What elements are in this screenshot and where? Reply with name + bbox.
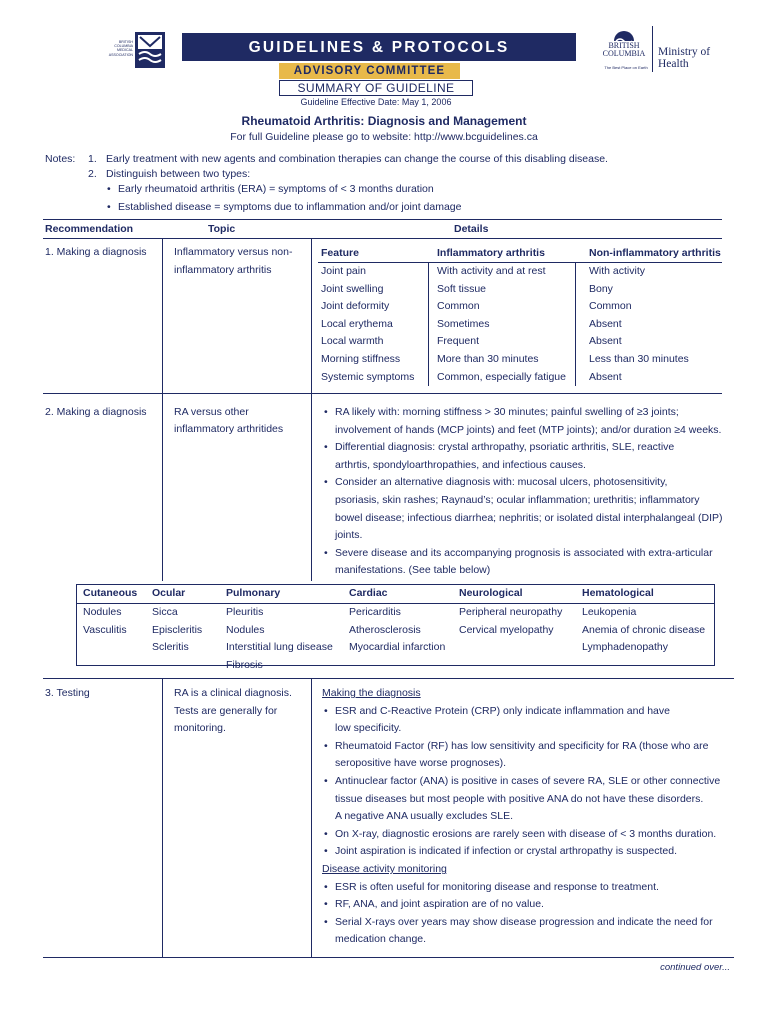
col-divider-2b: [311, 393, 312, 581]
row2-bullet-line: • Severe disease and its accompanying prognosis is associated with extra-articular: [335, 545, 713, 563]
feature-cell: Joint swelling: [321, 282, 384, 295]
feature-col-divider-2: [575, 262, 576, 386]
extra-cell: Fibrosis: [226, 658, 263, 671]
note-2-text: Distinguish between two types:: [106, 168, 251, 180]
bcma-logo: [105, 32, 165, 68]
row3-top-rule: [43, 678, 734, 679]
testing-bullet-line: A negative ANA usually excludes SLE.: [335, 810, 514, 823]
feature-header: Feature: [321, 247, 359, 259]
inflammatory-header: Inflammatory arthritis: [437, 247, 545, 259]
website-reference: For full Guideline please go to website: http://www.bcguidelines.ca: [230, 131, 538, 143]
testing-bullet-line: • Joint aspiration is indicated if infection or crystal arthropathy is suspected.: [335, 843, 677, 861]
row3-topic-line2: Tests are generally for: [174, 705, 278, 717]
extra-header-ocular: Ocular: [152, 587, 186, 599]
extra-cell: Peripheral neuropathy: [459, 606, 563, 618]
extra-cell: Atherosclerosis: [349, 623, 421, 636]
extra-header-cutaneous: Cutaneous: [83, 587, 138, 599]
inflammatory-cell: With activity and at rest: [437, 265, 546, 277]
extra-cell: Pleuritis: [226, 606, 264, 618]
document-title: Rheumatoid Arthritis: Diagnosis and Management: [241, 114, 527, 128]
monitoring-bullet-line: medication change.: [335, 933, 427, 946]
non-inflammatory-cell: Bony: [589, 282, 613, 295]
column-header-details: Details: [454, 223, 489, 235]
non-inflammatory-cell: Absent: [589, 335, 622, 348]
bc-tagline: The Best Place on Earth: [604, 65, 648, 70]
note-1-text: Early treatment with new agents and combination therapies can change the course of this disabling disease.: [106, 153, 608, 165]
col-divider-2a: [311, 238, 312, 393]
bc-wordmark-line1: BRITISH: [608, 41, 640, 50]
ministry-line1: Ministry of: [658, 46, 711, 58]
row1-rule: [43, 393, 722, 394]
testing-bullet-line: tissue diseases but most people with positive ANA do not have these disorders.: [335, 792, 704, 805]
bc-sun-icon: [612, 26, 636, 42]
extra-cell: Lymphadenopathy: [582, 641, 669, 654]
non-inflammatory-cell: With activity: [589, 265, 646, 277]
row2-bullet-line: • Consider an alternative diagnosis with: mucosal ulcers, photosensitivity,: [335, 474, 667, 492]
non-inflammatory-header: Non-inflammatory arthritis: [589, 247, 721, 259]
extra-cell: Myocardial infarction: [349, 641, 446, 654]
monitoring-heading: Disease activity monitoring: [322, 863, 447, 875]
table-top-rule: [43, 219, 722, 220]
row2-bullet-line: manifestations. (See table below): [335, 564, 491, 577]
testing-bullet-line: low specificity.: [335, 722, 402, 735]
ministry-line2: Health: [658, 58, 689, 70]
row2-bullet-line: • RA likely with: morning stiffness > 30 minutes; painful swelling of ≥3 joints;: [335, 404, 679, 422]
extra-cell: Episcleritis: [152, 623, 203, 636]
row2-bullet-line: psoriasis, skin rashes; Raynaud’s; ocular inflammation; urethritis; inflammatory: [335, 494, 700, 506]
extra-cell: Nodules: [226, 623, 265, 636]
extra-table-bottom-rule: [76, 665, 715, 666]
feature-cell: Joint pain: [321, 265, 366, 277]
testing-bullet-line: seropositive have worse prognoses).: [335, 757, 507, 770]
monitoring-bullet-line: • RF, ANA, and joint aspiration are of no value.: [335, 896, 544, 914]
extra-table-right-border: [714, 584, 715, 666]
feature-cell: Joint deformity: [321, 300, 390, 313]
bcma-logo-text: BRITISH COLUMBIA MEDICAL ASSOCIATION: [108, 40, 133, 57]
extra-cell: Anemia of chronic disease: [582, 623, 706, 636]
row3-recommendation: 3. Testing: [45, 687, 90, 699]
monitoring-bullet-line: • Serial X-rays over years may show disease progression and indicate the need for: [335, 914, 713, 932]
extra-cell: Cervical myelopathy: [459, 623, 554, 636]
inflammatory-cell: Sometimes: [437, 317, 490, 330]
feature-cell: Local warmth: [321, 335, 384, 348]
column-header-recommendation: Recommendation: [45, 223, 134, 235]
note-1-number: 1.: [88, 153, 97, 165]
row2-recommendation: 2. Making a diagnosis: [45, 406, 147, 418]
advisory-committee-label: ADVISORY COMMITTEE: [279, 63, 460, 79]
inflammatory-cell: Common, especially fatigue: [437, 370, 566, 383]
extra-cell: Nodules: [83, 606, 122, 618]
guidelines-banner: GUIDELINES & PROTOCOLS: [182, 33, 576, 61]
summary-of-guideline-box: SUMMARY OF GUIDELINE: [279, 80, 473, 96]
row2-bullet-line: involvement of hands (MCP joints) and feet (MTP joints); and/or duration ≥4 weeks.: [335, 423, 722, 436]
inflammatory-cell: Common: [437, 300, 480, 313]
col-divider-1a: [162, 238, 163, 393]
extra-cell: Scleritis: [152, 641, 189, 654]
inflammatory-cell: More than 30 minutes: [437, 353, 539, 365]
testing-bullet-line: • Rheumatoid Factor (RF) has low sensitivity and specificity for RA (those who are: [335, 738, 708, 756]
testing-bullet-line: • On X-ray, diagnostic erosions are rarely seen with disease of < 3 months duration.: [335, 826, 716, 844]
row2-bullet-line: • Differential diagnosis: crystal arthropathy, psoriatic arthritis, SLE, reactive: [335, 439, 674, 457]
note-2-bullet-established: • Established disease = symptoms due to inflammation and/or joint damage: [118, 201, 461, 213]
feature-cell: Systemic symptoms: [321, 370, 415, 383]
col-divider-2c: [311, 678, 312, 958]
bc-ministry-logo: [598, 26, 718, 72]
row2-bullet-line: arthrtis, spondyloarthropathies, and infectious causes.: [335, 458, 586, 471]
bc-wordmark: [598, 42, 650, 58]
row1-recommendation: 1. Making a diagnosis: [45, 246, 147, 258]
bc-wordmark-line2: COLUMBIA: [602, 49, 646, 58]
non-inflammatory-cell: Absent: [589, 317, 622, 330]
row2-bullet-line: joints.: [335, 529, 363, 542]
note-2-bullet-era: • Early rheumatoid arthritis (ERA) = symptoms of < 3 months duration: [118, 183, 434, 195]
feature-cell: Morning stiffness: [321, 353, 401, 365]
ministry-name: [658, 46, 710, 70]
extra-cell: Pericarditis: [349, 606, 401, 618]
bcma-crest-icon: [135, 32, 165, 68]
col-divider-1c: [162, 678, 163, 958]
row3-topic-line3: monitoring.: [174, 722, 226, 734]
extra-header-cardiac: Cardiac: [349, 587, 388, 599]
row3-topic-line1: RA is a clinical diagnosis.: [174, 687, 292, 699]
effective-date: Guideline Effective Date: May 1, 2006: [300, 97, 452, 107]
inflammatory-cell: Frequent: [437, 335, 480, 348]
notes-label: Notes:: [45, 153, 76, 165]
col-divider-1b: [162, 393, 163, 581]
testing-bullet-line: • Antinuclear factor (ANA) is positive in cases of severe RA, SLE or other connective: [335, 773, 720, 791]
row2-topic-line2: inflammatory arthritides: [174, 423, 284, 435]
extra-cell: Sicca: [152, 606, 178, 618]
extra-cell: Vasculitis: [83, 623, 127, 636]
extra-header-pulmonary: Pulmonary: [226, 587, 281, 599]
monitoring-bullet-line: • ESR is often useful for monitoring disease and response to treatment.: [335, 879, 659, 897]
extra-cell: Interstitial lung disease: [226, 641, 333, 654]
row1-topic-line2: inflammatory arthritis: [174, 264, 272, 276]
row2-topic-line1: RA versus other: [174, 406, 249, 418]
extra-header-hematological: Hematological: [582, 587, 654, 599]
extra-table-left-border: [76, 584, 77, 666]
testing-bullet-line: • ESR and C-Reactive Protein (CRP) only indicate inflammation and have: [335, 703, 670, 721]
table-bottom-rule: [43, 957, 734, 958]
extra-header-neurological: Neurological: [459, 587, 523, 599]
inflammatory-cell: Soft tissue: [437, 282, 487, 295]
feature-cell: Local erythema: [321, 317, 393, 330]
continued-over: continued over...: [660, 962, 730, 973]
non-inflammatory-cell: Less than 30 minutes: [589, 353, 689, 365]
header-rule: [43, 238, 722, 239]
column-header-topic: Topic: [208, 223, 236, 235]
non-inflammatory-cell: Common: [589, 300, 632, 313]
extra-cell: Leukopenia: [582, 606, 637, 618]
row1-topic-line1: Inflammatory versus non-: [174, 246, 293, 258]
row2-bullet-line: bowel disease; infectious diarrhea; nephritis; or isolated distal interphalangeal (DIP): [335, 511, 723, 524]
non-inflammatory-cell: Absent: [589, 370, 622, 383]
logo-divider: [652, 26, 653, 72]
making-diagnosis-heading: Making the diagnosis: [322, 687, 421, 699]
note-2-number: 2.: [88, 168, 97, 180]
feature-col-divider-1: [428, 262, 429, 386]
